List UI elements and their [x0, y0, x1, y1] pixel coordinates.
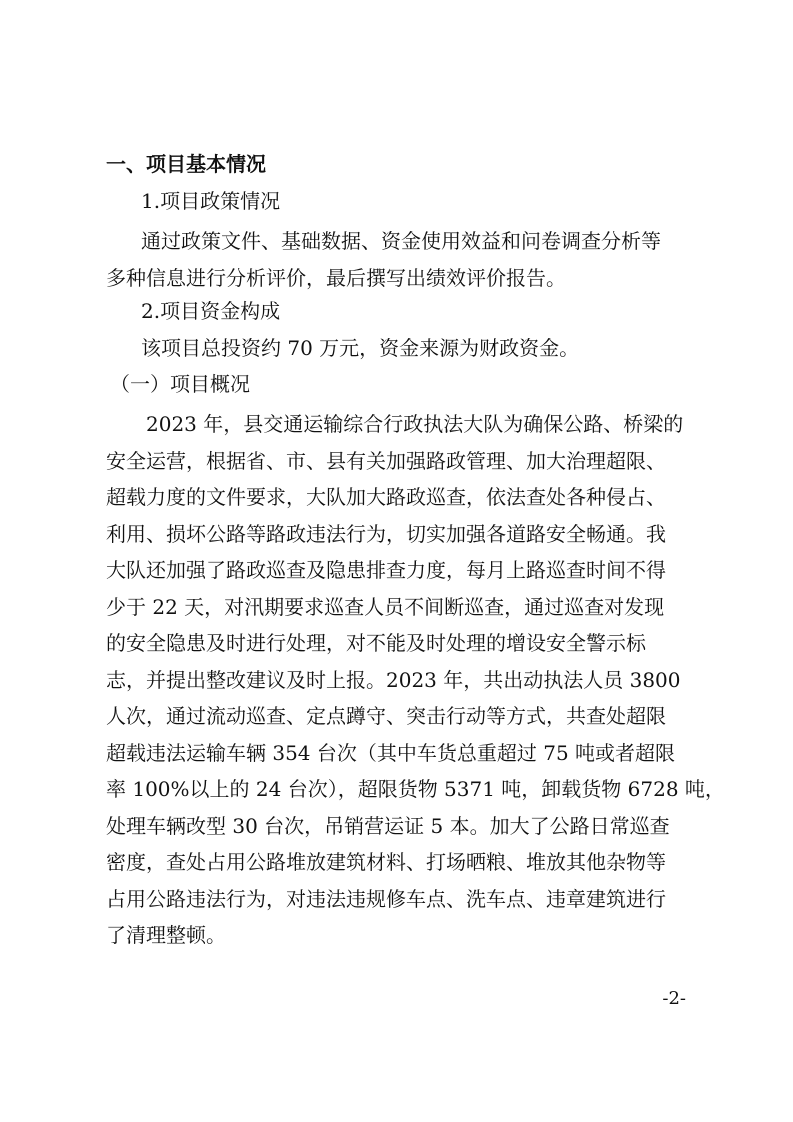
subsection-1-body — [106, 223, 691, 296]
body-line: 处理车辆改型 30 台次，吊销营运证 5 本。加大了公路日常巡查 — [106, 813, 670, 838]
body-line: 了清理整顿。 — [106, 923, 226, 947]
body-line: 人次，通过流动巡查、定点蹲守、突击行动等方式，共查处超限 — [106, 704, 666, 728]
body-line: 的安全隐患及时进行处理，对不能及时处理的增设安全警示标 — [106, 631, 646, 655]
body-line: 2023 年，县交通运输综合行政执法大队为确保公路、桥梁的 — [146, 412, 684, 436]
page-number: -2- — [662, 988, 686, 1009]
body-line: 大队还加强了路政巡查及隐患排查力度，每月上路巡查时间不得 — [106, 558, 666, 582]
body-line: 超载力度的文件要求，大队加大路政巡查，依法查处各种侵占、 — [106, 485, 666, 509]
body-line: 率 100%以上的 24 台次），超限货物 5371 吨，卸载货物 6728 吨， — [106, 777, 725, 801]
body-line: 志，并提出整改建议及时上报。2023 年，共出动执法人员 3800 — [106, 667, 681, 692]
body-line: 密度，查处占用公路堆放建筑材料、打场晒粮、堆放其他杂物等 — [106, 850, 666, 874]
overview-heading: （一）项目概况 — [110, 372, 250, 396]
overview-paragraph — [106, 406, 725, 954]
body-line: 利用、损坏公路等路政违法行为，切实加强各道路安全畅通。我 — [106, 521, 666, 546]
body-line: 安全运营，根据省、市、县有关加强路政管理、加大治理超限、 — [106, 448, 666, 473]
body-line: 占用公路违法行为，对违法违规修车点、洗车点、违章建筑进行 — [106, 886, 666, 911]
subsection-1-title: 1.项目政策情况 — [141, 189, 281, 213]
body-line: 超载违法运输车辆 354 台次（其中车货总重超过 75 吨或者超限 — [106, 740, 676, 765]
body-line: 多种信息进行分析评价，最后撰写出绩效评价报告。 — [106, 265, 566, 290]
subsection-2-body: 该项目总投资约 70 万元，资金来源为财政资金。 — [141, 336, 580, 360]
body-line: 通过政策文件、基础数据、资金使用效益和问卷调查分析等 — [141, 229, 661, 253]
body-line: 少于 22 天，对汛期要求巡查人员不间断巡查，通过巡查对发现 — [106, 594, 665, 619]
section-heading: 一、项目基本情况 — [106, 152, 266, 176]
subsection-2-title: 2.项目资金构成 — [141, 299, 281, 323]
